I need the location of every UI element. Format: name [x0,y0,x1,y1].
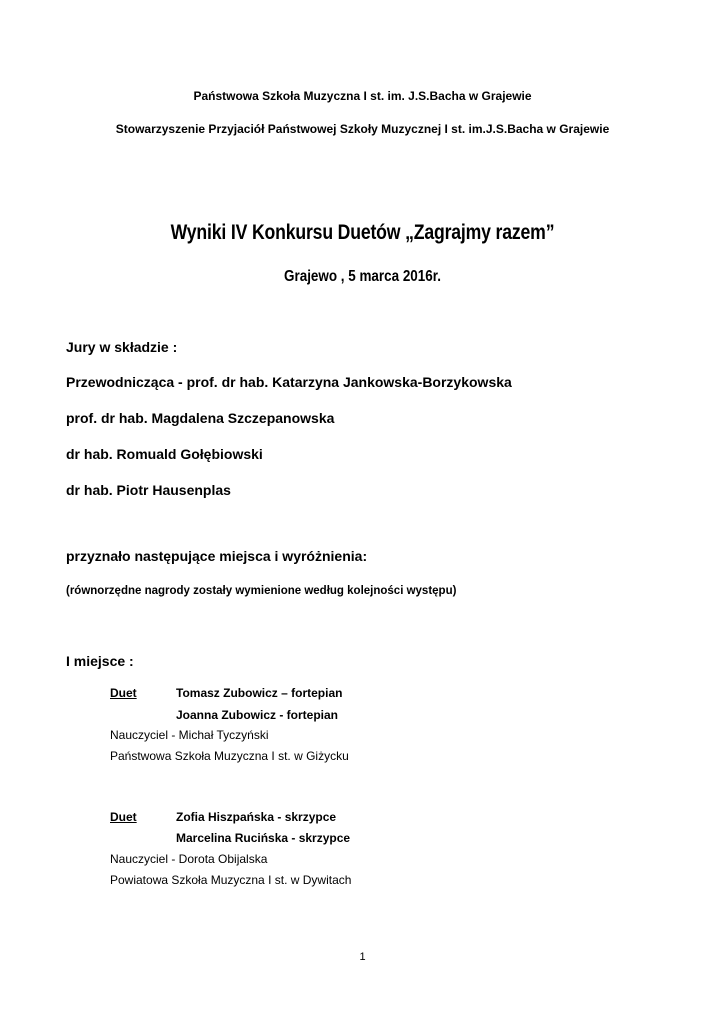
first-place-heading: I miejsce : [66,653,134,669]
performer-name: Joanna Zubowicz - fortepian [176,708,339,722]
performer-name: Zofia Hiszpańska - skrzypce [176,810,337,824]
jury-member: dr hab. Romuald Gołębiowski [66,446,263,462]
page-number: 1 [359,951,366,963]
header-school-name: Państwowa Szkoła Muzyczna I st. im. J.S.Bacha w Grajewie [193,89,532,103]
teacher-name: Nauczyciel - Dorota Obijalska [110,852,268,866]
jury-member: prof. dr hab. Magdalena Szczepanowska [66,410,335,426]
document-title: Wyniki IV Konkursu Duetów „Zagrajmy razem” [170,221,555,244]
jury-heading: Jury w składzie : [66,339,178,355]
awards-intro: przyznało następujące miejsca i wyróżnienia: [66,548,368,564]
duet-label: Duet [110,686,137,700]
performer-name: Marcelina Rucińska - skrzypce [176,831,351,845]
performer-name: Tomasz Zubowicz – fortepian [176,686,343,700]
teacher-name: Nauczyciel - Michał Tyczyński [110,728,269,742]
school-name: Państwowa Szkoła Muzyczna I st. w Giżycku [110,749,349,763]
document-subtitle: Grajewo , 5 marca 2016r. [284,268,441,285]
jury-member: dr hab. Piotr Hausenplas [66,482,231,498]
header-association-name: Stowarzyszenie Przyjaciół Państwowej Szkoły Muzycznej I st. im.J.S.Bacha w Grajewie [115,122,610,136]
jury-member: Przewodnicząca - prof. dr hab. Katarzyna Jankowska-Borzykowska [66,374,512,390]
duet-label: Duet [110,810,137,824]
school-name: Powiatowa Szkoła Muzyczna I st. w Dywitach [110,873,352,887]
awards-note: (równorzędne nagrody zostały wymienione według kolejności występu) [66,585,457,597]
